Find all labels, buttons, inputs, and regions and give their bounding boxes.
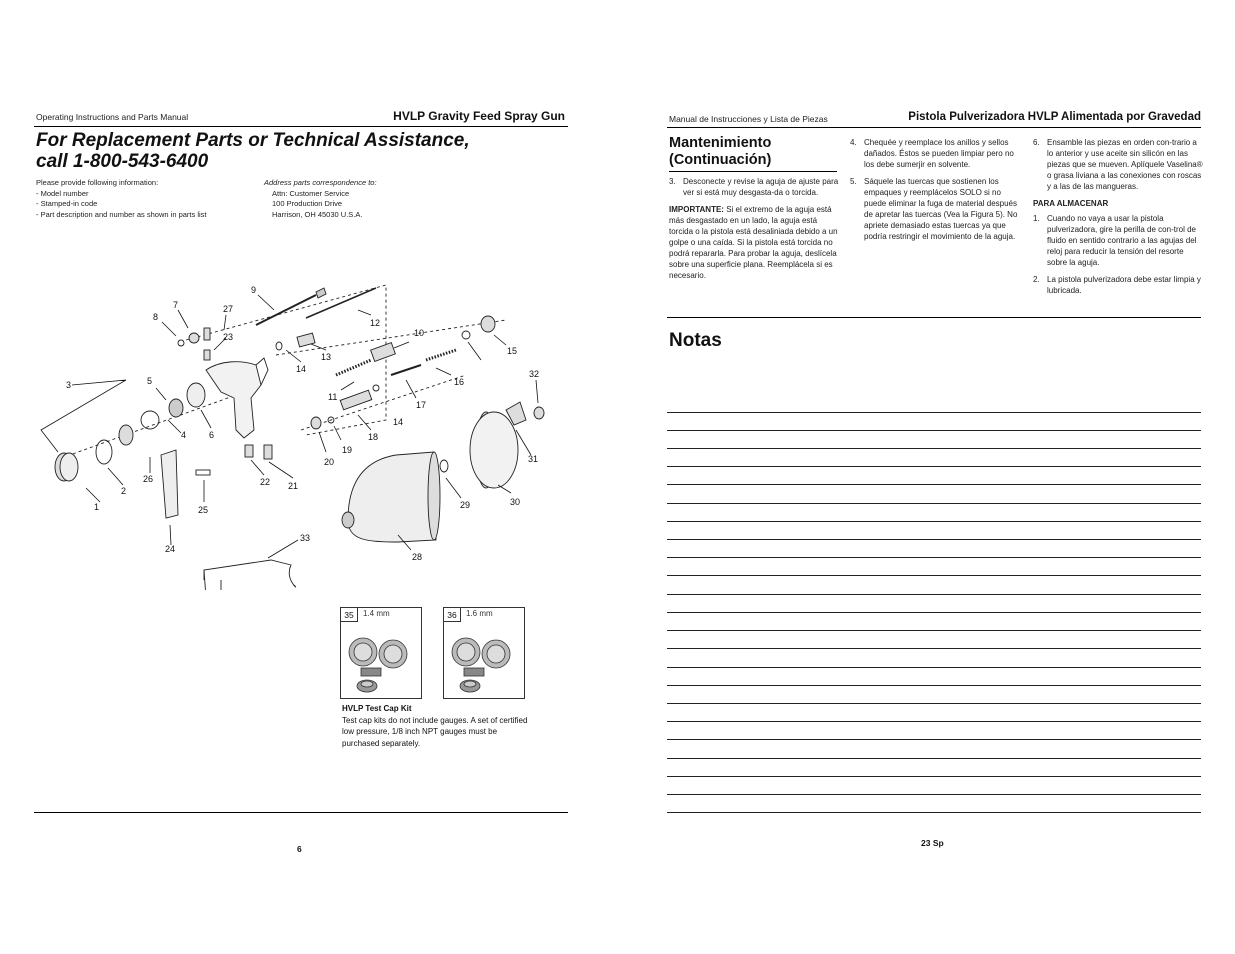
note-line xyxy=(667,521,1201,522)
list-number: 1. xyxy=(1033,214,1040,223)
small-part xyxy=(189,333,199,343)
adjuster-knob xyxy=(311,417,321,429)
callout-6: 6 xyxy=(209,430,215,440)
leader-line xyxy=(170,525,171,545)
list-item xyxy=(1033,213,1203,268)
note-line xyxy=(667,575,1201,576)
fluid-control-knob xyxy=(481,316,495,332)
note-line xyxy=(667,721,1201,722)
kit-title: HVLP Test Cap Kit xyxy=(342,704,412,713)
info-item: - Model number xyxy=(36,188,89,198)
kit-number: 35 xyxy=(341,608,358,622)
leader-line xyxy=(334,426,341,440)
callout-8: 8 xyxy=(153,312,159,322)
leader-bracket xyxy=(41,380,126,452)
assembly-guide-line xyxy=(186,285,386,435)
trigger-pin xyxy=(196,470,210,475)
note-line xyxy=(667,648,1201,649)
important-note xyxy=(669,204,839,281)
note-line xyxy=(667,812,1201,813)
air-fitting xyxy=(264,445,272,459)
callout-20: 20 xyxy=(324,457,335,467)
kit-description: Test cap kits do not include gauges. A set of certified low pressure, 1/8 inch NPT gauges must be purchased separately. xyxy=(342,715,528,748)
note-line xyxy=(667,703,1201,704)
callout-25: 25 xyxy=(198,505,209,515)
lid-vent xyxy=(534,407,544,419)
kit-number: 36 xyxy=(444,608,461,622)
text-column-1 xyxy=(669,176,839,286)
leader-line xyxy=(394,342,409,348)
o-ring xyxy=(373,385,379,391)
important-label: IMPORTANTE: xyxy=(669,205,724,214)
callout-9: 9 xyxy=(251,285,257,295)
leader-line xyxy=(168,420,181,433)
leader-line xyxy=(319,432,326,452)
note-line xyxy=(667,739,1201,740)
callout-7: 7 xyxy=(173,300,179,310)
info-item: - Part description and number as shown in parts list xyxy=(36,209,207,219)
test-cap-kit-image xyxy=(446,624,522,696)
callout-5: 5 xyxy=(147,376,153,386)
callout-2: 2 xyxy=(121,486,127,496)
section-rule xyxy=(667,317,1201,318)
kit-caption xyxy=(342,703,532,749)
list-text: Ensamble las piezas en orden con-trario a lo anterior y use aceite sin silicón en las piezas que se mueven. Aplíquele Vaselina® o grasa liviana a las conexiones con roscas y a las de las mangueras. xyxy=(1047,138,1203,191)
leader-line xyxy=(86,488,100,502)
callout-14b: 14 xyxy=(393,417,404,427)
note-line xyxy=(667,503,1201,504)
left-page xyxy=(0,0,617,954)
list-number: 4. xyxy=(850,138,857,147)
callout-15: 15 xyxy=(507,346,518,356)
hanger-side xyxy=(204,570,221,590)
needle-spring xyxy=(336,360,371,375)
address-line: 100 Production Drive xyxy=(272,199,343,208)
gun-body xyxy=(206,362,261,438)
small-part xyxy=(178,340,184,346)
leader-line xyxy=(268,540,298,558)
note-line xyxy=(667,466,1201,467)
front-body-ring xyxy=(187,383,205,407)
address-block xyxy=(264,178,377,220)
callout-30: 30 xyxy=(510,497,521,507)
note-line xyxy=(667,630,1201,631)
cup-rim xyxy=(428,452,440,540)
note-line xyxy=(667,448,1201,449)
note-line xyxy=(667,685,1201,686)
note-line xyxy=(667,557,1201,558)
note-line xyxy=(667,412,1201,413)
leader-line xyxy=(446,478,461,498)
leader-line xyxy=(178,310,188,328)
callout-18: 18 xyxy=(368,432,379,442)
note-line xyxy=(667,539,1201,540)
air-inlet xyxy=(245,445,253,457)
list-number: 2. xyxy=(1033,275,1040,284)
info-heading: Please provide following information: xyxy=(36,178,159,187)
list-number: 5. xyxy=(850,177,857,186)
page-number: 23 Sp xyxy=(921,838,944,848)
hanger-bracket xyxy=(204,560,296,587)
note-line xyxy=(667,612,1201,613)
leader-line xyxy=(436,368,451,375)
callout-12: 12 xyxy=(370,318,381,328)
note-line xyxy=(667,484,1201,485)
title-line-1: For Replacement Parts or Technical Assistance, xyxy=(36,130,470,151)
leader-line xyxy=(162,322,176,336)
callout-31: 31 xyxy=(528,454,539,464)
callout-16: 16 xyxy=(454,377,465,387)
callout-19: 19 xyxy=(342,445,353,455)
fluid-nozzle xyxy=(169,399,183,417)
fluid-needle xyxy=(256,295,316,325)
leader-line xyxy=(468,342,481,360)
leader-line xyxy=(358,310,371,315)
trigger xyxy=(161,450,178,518)
list-item xyxy=(1033,274,1203,296)
callout-11: 11 xyxy=(328,392,338,402)
callout-32: 32 xyxy=(529,369,540,379)
assembly-guide-line xyxy=(301,375,466,430)
callout-1: 1 xyxy=(94,502,100,512)
callout-22: 22 xyxy=(260,477,271,487)
cup-lid-face xyxy=(470,412,518,488)
note-line xyxy=(667,776,1201,777)
callout-23: 23 xyxy=(223,332,234,342)
leader-line xyxy=(341,382,354,390)
list-item xyxy=(1033,137,1203,192)
assembly-guide-line xyxy=(56,395,236,460)
address-line: Attn: Customer Service xyxy=(272,188,350,198)
leader-line xyxy=(269,462,293,478)
text-column-3 xyxy=(1033,137,1203,302)
storage-subheading: PARA ALMACENAR xyxy=(1033,199,1109,208)
address-line: Harrison, OH 45030 U.S.A. xyxy=(272,209,363,219)
small-part xyxy=(204,328,210,340)
test-cap-kit-14mm xyxy=(340,607,422,699)
header-left-text: Manual de Instrucciones y Lista de Piezas xyxy=(669,114,828,124)
header-rule xyxy=(667,127,1201,128)
list-item xyxy=(850,137,1022,170)
section-title: Mantenimiento (Continuación) xyxy=(669,135,837,172)
text-column-2 xyxy=(850,137,1022,248)
list-text: Sáquele las tuercas que sostienen los empaques y reemplácelos SOLO si no puede eliminar la fuga de material después de apretar las tuercas (Vea la Figura 5). No apriete demasiado estas tuercas ya que podría restringir el movimiento de la aguja. xyxy=(864,177,1018,241)
cup-gasket xyxy=(440,460,448,472)
small-part xyxy=(204,350,210,360)
title-line-2: call 1-800-543-6400 xyxy=(36,151,209,172)
air-cap xyxy=(119,425,133,445)
note-line xyxy=(667,430,1201,431)
list-text: Cuando no vaya a usar la pistola pulverizadora, gire la perilla de con-trol de fluido en sentido contrario a las agujas del reloj para reducir la tensión del resorte sobre la aguja. xyxy=(1047,214,1197,267)
leader-line xyxy=(258,295,274,310)
paint-cup xyxy=(348,452,436,542)
note-line xyxy=(667,667,1201,668)
callout-24: 24 xyxy=(165,544,176,554)
spring xyxy=(426,350,456,360)
kit-size: 1.4 mm xyxy=(363,609,390,618)
leader-line xyxy=(108,468,123,485)
test-cap-kit-image xyxy=(343,624,419,696)
leader-line xyxy=(358,415,371,430)
callout-3: 3 xyxy=(66,380,72,390)
adjuster-body xyxy=(340,390,372,410)
parts-diagram-svg xyxy=(36,280,576,590)
list-text: Chequée y reemplace los anillos y sellos dañados. Éstos se pueden limpiar pero no los debe sumerjir en solvente. xyxy=(864,138,1014,169)
list-number: 3. xyxy=(669,177,676,186)
needle-end xyxy=(316,288,326,298)
leader-line xyxy=(156,388,166,400)
footer-rule xyxy=(34,812,568,813)
list-item xyxy=(850,176,1022,242)
list-text: Desconecte y revise la aguja de ajuste para ver si está muy desgasta-da o torcida. xyxy=(683,177,839,197)
air-valve-assembly xyxy=(391,365,421,375)
leader-line xyxy=(251,460,264,475)
callout-21: 21 xyxy=(288,481,299,491)
leader-line xyxy=(498,485,511,493)
right-page xyxy=(617,0,1235,954)
header-product-title: Pistola Pulverizadora HVLP Alimentada por Gravedad xyxy=(908,111,1201,123)
header-left-text: Operating Instructions and Parts Manual xyxy=(36,112,189,122)
important-text: Si el extremo de la aguja está más desgastado en un lado, la aguja está torcida o la pistola está desaliniada debido a un golpe o una caída. Si la pistola está torcida no podrá repararla. Para probar la aguja, deslícela sobre una superficie plana. Reemplácela si es necesario. xyxy=(669,205,838,280)
callout-33: 33 xyxy=(300,533,311,543)
callout-10: 10 xyxy=(414,328,425,338)
page-number: 6 xyxy=(297,844,302,854)
callout-27: 27 xyxy=(223,304,234,314)
o-ring xyxy=(276,342,282,350)
leader-line xyxy=(224,315,226,330)
header-product-title: HVLP Gravity Feed Spray Gun xyxy=(393,109,565,123)
page-title xyxy=(36,130,576,172)
note-line xyxy=(667,758,1201,759)
leader-line xyxy=(286,350,301,362)
test-cap-kit-16mm xyxy=(443,607,525,699)
retaining-ring xyxy=(60,453,78,481)
note-line xyxy=(667,594,1201,595)
list-text: La pistola pulverizadora debe estar limpia y lubricada. xyxy=(1047,275,1201,295)
cup-outlet xyxy=(342,512,354,528)
list-item xyxy=(669,176,839,198)
note-line xyxy=(667,794,1201,795)
leader-line xyxy=(494,335,506,345)
o-ring xyxy=(462,331,470,339)
callout-4: 4 xyxy=(181,430,187,440)
notes-title: Notas xyxy=(669,330,722,351)
callout-17: 17 xyxy=(416,400,427,410)
fluid-nozzle-ring xyxy=(141,411,159,429)
info-list xyxy=(36,178,207,220)
header-rule xyxy=(34,126,568,127)
air-cap-gasket xyxy=(96,440,112,464)
info-item: - Stamped-in code xyxy=(36,199,98,208)
spring-housing xyxy=(371,343,396,362)
leader-line xyxy=(536,380,538,403)
address-heading: Address parts correspondence to: xyxy=(264,178,377,187)
callout-13: 13 xyxy=(321,352,332,362)
list-number: 6. xyxy=(1033,138,1040,147)
callout-29: 29 xyxy=(460,500,471,510)
callout-28: 28 xyxy=(412,552,423,562)
leader-line xyxy=(201,410,211,428)
kit-size: 1.6 mm xyxy=(466,609,493,618)
callout-26: 26 xyxy=(143,474,154,484)
exploded-parts-diagram xyxy=(36,280,576,590)
callout-14: 14 xyxy=(296,364,307,374)
leader-line xyxy=(406,380,416,398)
